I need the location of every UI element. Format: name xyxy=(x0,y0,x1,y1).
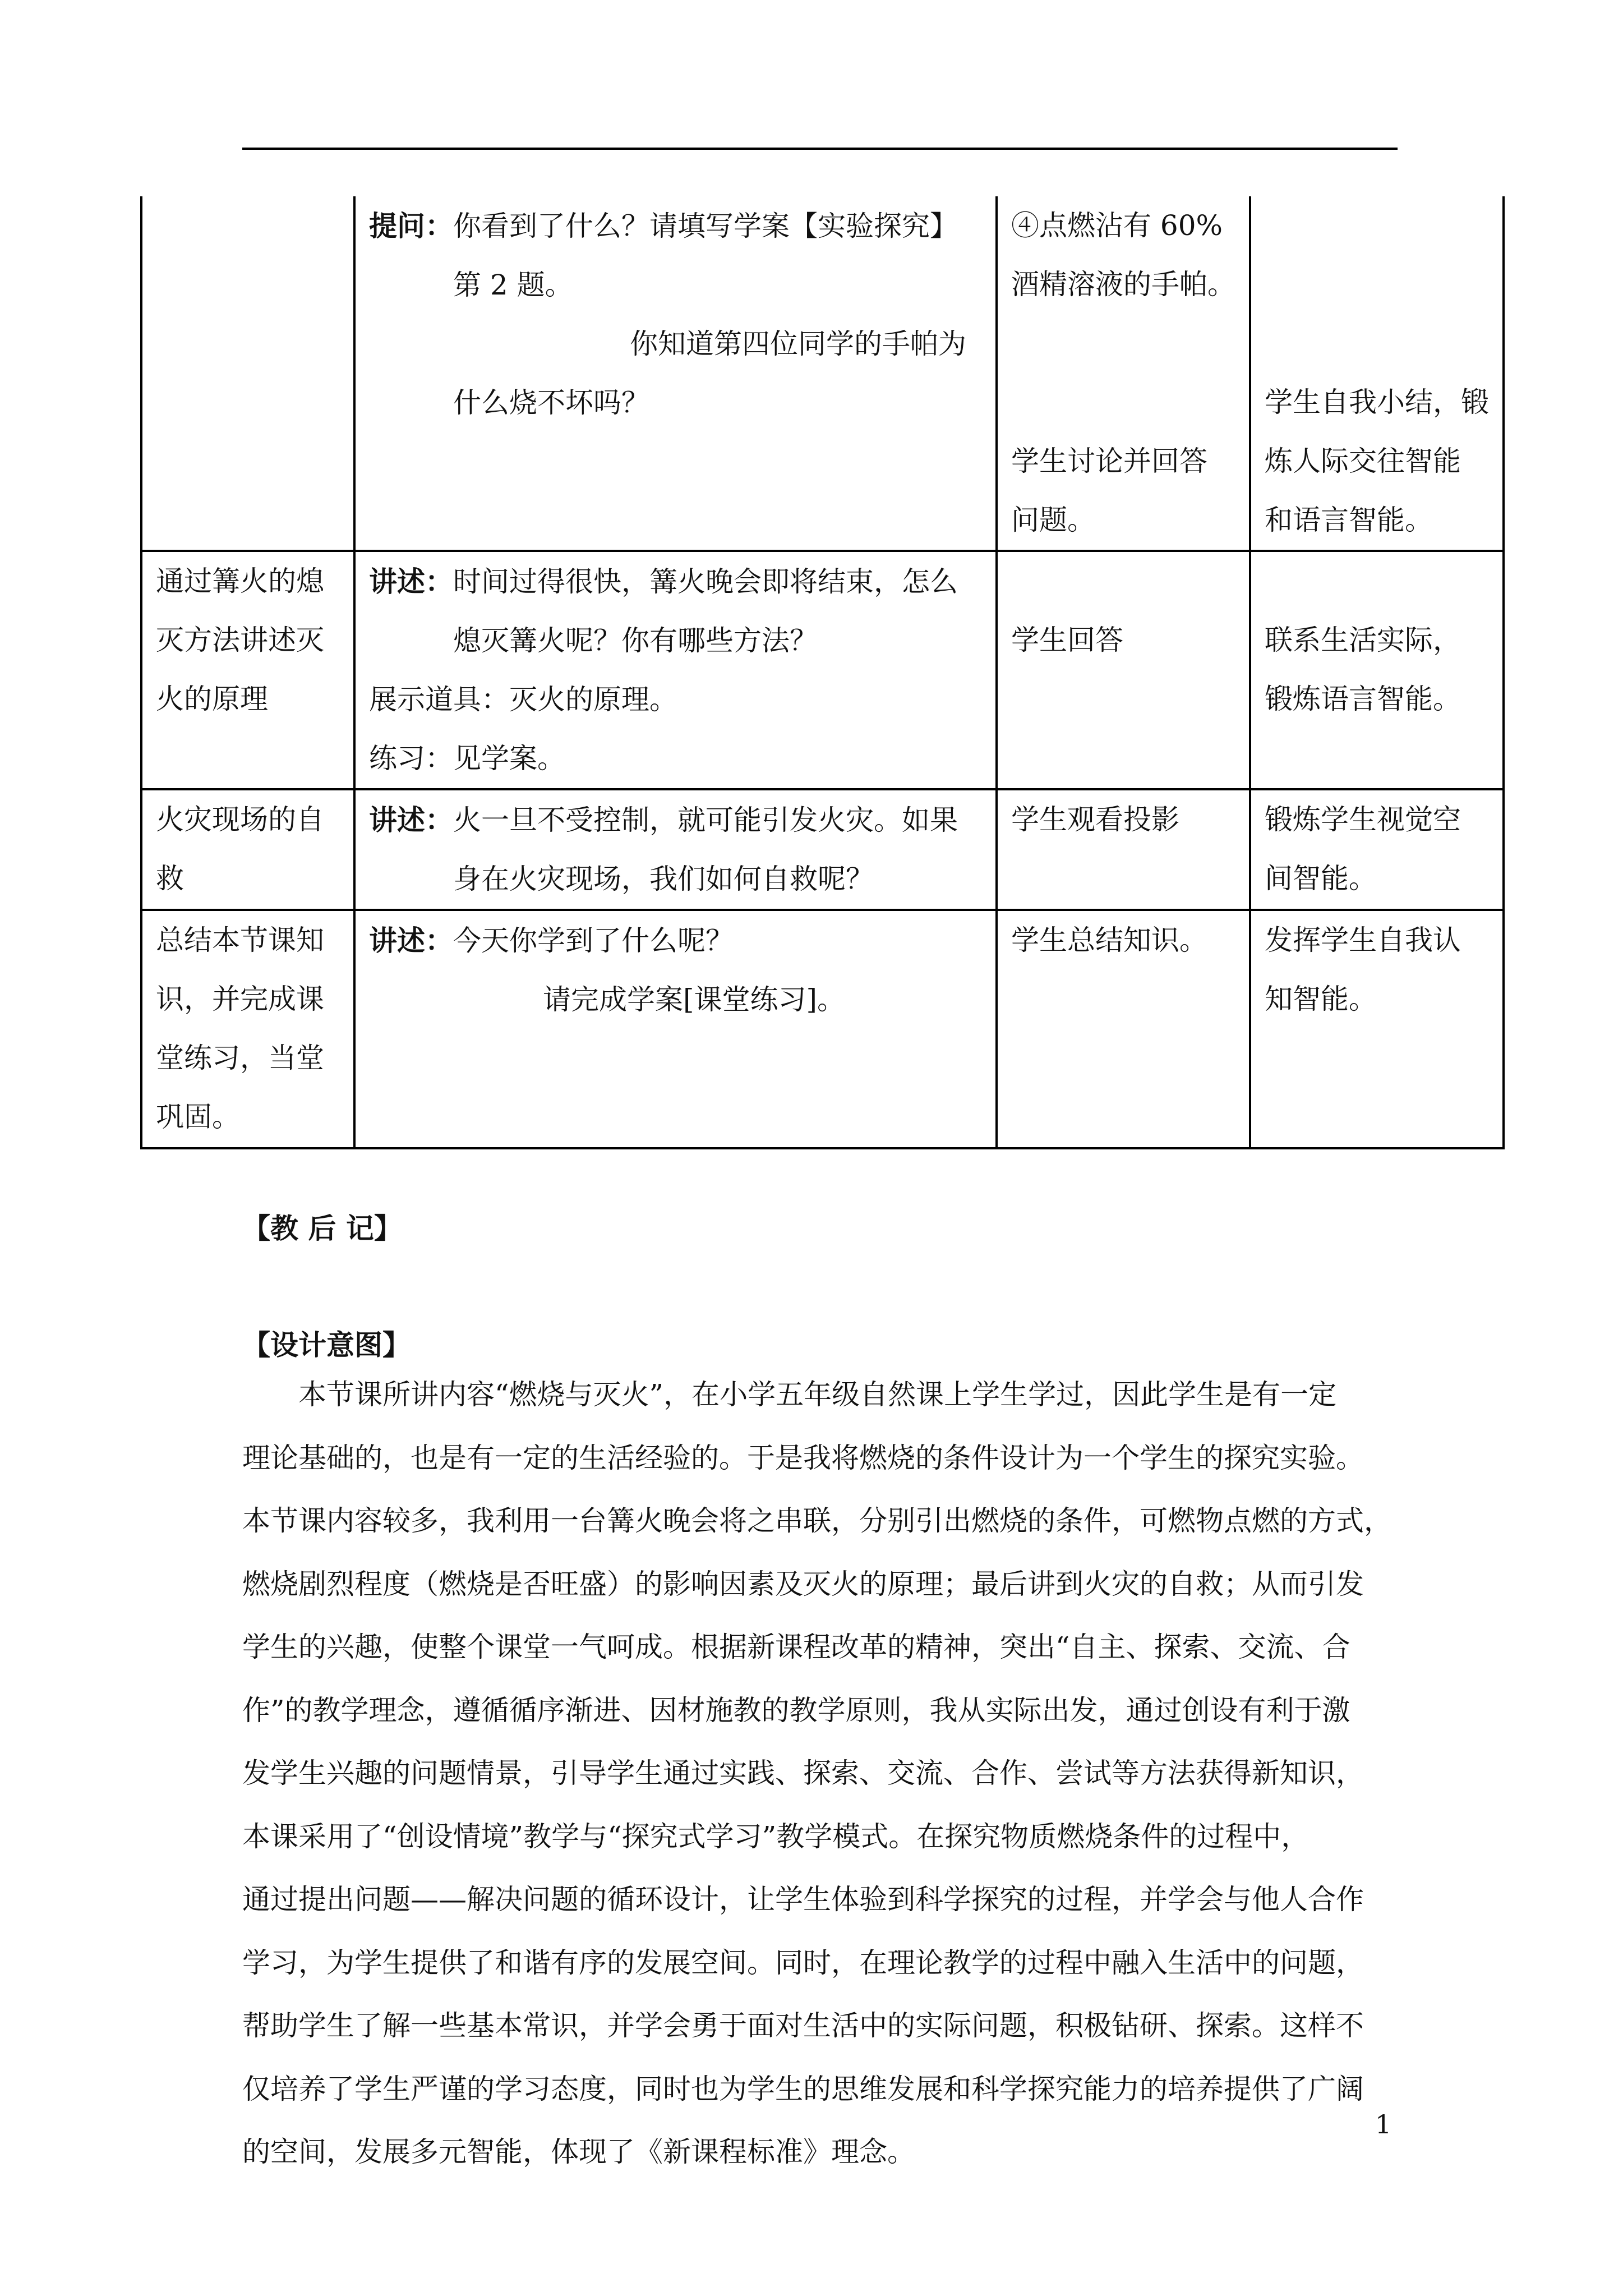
table-row xyxy=(141,551,1504,789)
activity-text: 什么烧不坏吗？ xyxy=(453,386,649,419)
cell-line xyxy=(1265,314,1489,373)
teacher-activity-cell xyxy=(354,551,997,789)
cell-line: 炼人际交往智能 xyxy=(1265,445,1461,477)
activity-text: 时间过得很快，篝火晚会即将结束，怎么 xyxy=(453,565,958,598)
cell-line: 知智能。 xyxy=(1265,983,1377,1015)
cell-line: 学生回答 xyxy=(1011,624,1123,656)
activity-text: 请完成学案[课堂练习]。 xyxy=(543,983,846,1016)
stage-cell xyxy=(141,910,354,1148)
paragraph-line: 作”的教学理念，遵循循序渐进、因材施教的教学原则，我从实际出发，通过创设有利于激 xyxy=(242,1694,1350,1727)
teacher-activity-cell xyxy=(354,196,997,551)
paragraph-line: 通过提出问题——解决问题的循环设计，让学生体验到科学探究的过程，并学会与他人合作 xyxy=(242,1883,1364,1916)
cell-line: 识，并完成课 xyxy=(156,983,324,1015)
student-activity-cell xyxy=(997,196,1250,551)
design-intent-cell xyxy=(1250,551,1504,789)
cell-line xyxy=(1265,255,1489,314)
cell-line: 堂练习，当堂 xyxy=(156,1042,324,1074)
cell-line: 火灾现场的自 xyxy=(156,803,324,836)
activity-label: 讲述： xyxy=(369,565,453,598)
stage-cell xyxy=(141,196,354,551)
student-activity-cell xyxy=(997,551,1250,789)
cell-line xyxy=(1265,196,1489,255)
design-intent-paragraph xyxy=(242,1363,1398,2184)
teacher-activity-cell xyxy=(354,910,997,1148)
lesson-plan-table xyxy=(140,196,1505,1149)
student-activity-cell xyxy=(997,910,1250,1148)
paragraph-line: 本节课所讲内容“燃烧与灭火”，在小学五年级自然课上学生学过，因此学生是有一定 xyxy=(298,1378,1337,1411)
activity-text: 火一旦不受控制，就可能引发火灾。如果 xyxy=(453,804,958,836)
stage-cell xyxy=(141,789,354,910)
cell-line: 火的原理 xyxy=(156,683,268,715)
cell-line: 救 xyxy=(156,862,184,895)
cell-line xyxy=(1011,314,1235,373)
page-number: 1 xyxy=(1375,2109,1392,2139)
paragraph-line: 学生的兴趣，使整个课堂一气呵成。根据新课程改革的精神，突出“自主、探索、交流、合 xyxy=(242,1631,1350,1663)
design-intent-cell xyxy=(1250,910,1504,1148)
activity-text: 熄灭篝火呢？你有哪些方法？ xyxy=(453,624,818,657)
stage-cell xyxy=(141,551,354,789)
activity-label: 提问： xyxy=(369,209,453,242)
cell-line xyxy=(1265,552,1489,611)
activity-label: 讲述： xyxy=(369,803,453,836)
table-row xyxy=(141,196,1504,551)
table-row xyxy=(141,910,1504,1148)
cell-line xyxy=(1011,373,1235,432)
cell-line: 锻炼学生视觉空 xyxy=(1265,803,1461,836)
paragraph-line: 帮助学生了解一些基本常识，并学会勇于面对生活中的实际问题，积极钻研、探索。这样不 xyxy=(242,2009,1364,2042)
teacher-activity-cell xyxy=(354,789,997,910)
cell-line: 巩固。 xyxy=(156,1101,240,1133)
cell-line: ④点燃沾有 60% xyxy=(1011,209,1223,242)
activity-text: 你知道第四位同学的手帕为 xyxy=(630,328,966,360)
paragraph-line: 发学生兴趣的问题情景，引导学生通过实践、探索、交流、合作、尝试等方法获得新知识， xyxy=(242,1757,1364,1789)
cell-line xyxy=(1011,552,1235,611)
paragraph-line: 本课采用了“创设情境”教学与“探究式学习”教学模式。在探究物质燃烧条件的过程中， xyxy=(242,1820,1310,1853)
paragraph-line: 的空间，发展多元智能，体现了《新课程标准》理念。 xyxy=(242,2136,915,2168)
header-rule xyxy=(242,148,1398,150)
design-intent-cell xyxy=(1250,789,1504,910)
paragraph-line: 学习，为学生提供了和谐有序的发展空间。同时，在理论教学的过程中融入生活中的问题， xyxy=(242,1946,1364,1979)
activity-text: 你看到了什么？请填写学案【实验探究】 xyxy=(453,210,958,242)
paragraph-line: 本节课内容较多，我利用一台篝火晚会将之串联，分别引出燃烧的条件，可燃物点燃的方式， xyxy=(242,1504,1392,1537)
paragraph-line: 理论基础的，也是有一定的生活经验的。于是我将燃烧的条件设计为一个学生的探究实验。 xyxy=(242,1441,1364,1474)
post-notes-heading: 【教 后 记】 xyxy=(242,1212,402,1245)
cell-line: 酒精溶液的手帕。 xyxy=(1011,268,1235,301)
design-intent-cell xyxy=(1250,196,1504,551)
activity-text: 练习：见学案。 xyxy=(369,742,565,775)
activity-text: 第 2 题。 xyxy=(453,269,573,301)
paragraph-line: 仅培养了学生严谨的学习态度，同时也为学生的思维发展和科学探究能力的培养提供了广阔 xyxy=(242,2072,1364,2105)
cell-line: 学生总结知识。 xyxy=(1011,924,1207,956)
activity-text: 身在火灾现场，我们如何自救呢？ xyxy=(453,863,874,895)
student-activity-cell xyxy=(997,789,1250,910)
cell-line: 总结本节课知 xyxy=(156,924,324,956)
cell-line: 联系生活实际， xyxy=(1265,624,1461,656)
paragraph-line: 燃烧剧烈程度（燃烧是否旺盛）的影响因素及灭火的原理；最后讲到火灾的自救；从而引发 xyxy=(242,1567,1364,1600)
cell-line: 灭方法讲述灭 xyxy=(156,624,324,656)
cell-line: 学生讨论并回答 xyxy=(1011,445,1207,477)
cell-line: 问题。 xyxy=(1011,504,1095,536)
cell-line: 锻炼语言智能。 xyxy=(1265,683,1461,715)
activity-label: 讲述： xyxy=(369,924,453,957)
table-row xyxy=(141,789,1504,910)
cell-line: 和语言智能。 xyxy=(1265,504,1433,536)
cell-line: 间智能。 xyxy=(1265,862,1377,895)
cell-line: 学生观看投影 xyxy=(1011,803,1179,836)
design-intent-heading: 【设计意图】 xyxy=(242,1328,411,1361)
cell-line: 发挥学生自我认 xyxy=(1265,924,1461,956)
cell-line: 通过篝火的熄 xyxy=(156,565,324,597)
activity-text: 今天你学到了什么呢？ xyxy=(453,924,734,957)
activity-text: 展示道具：灭火的原理。 xyxy=(369,683,677,716)
cell-line: 学生自我小结，锻 xyxy=(1265,386,1489,418)
